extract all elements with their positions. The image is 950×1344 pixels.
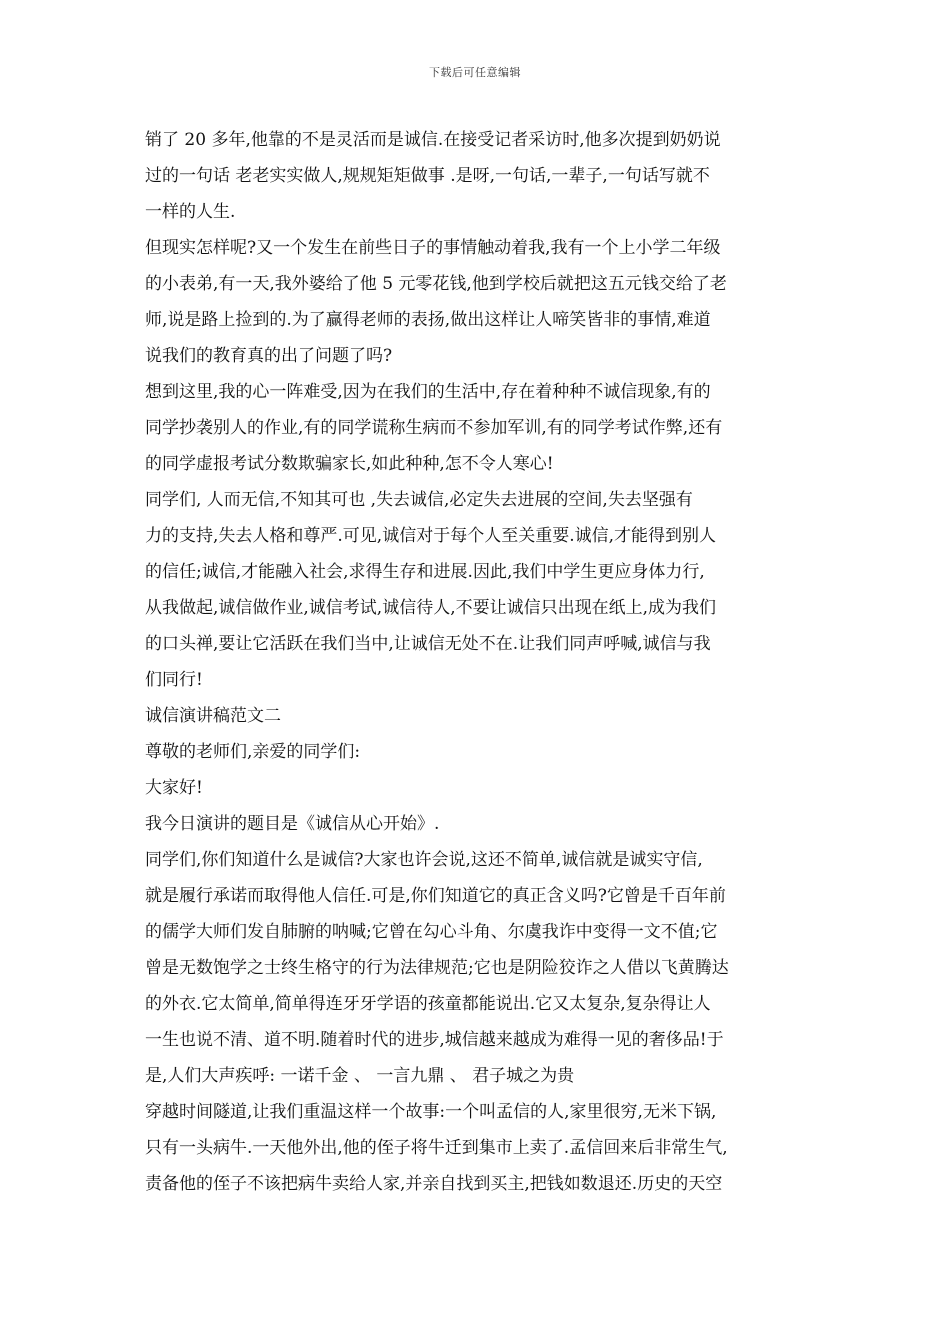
text-line: 尊敬的老师们,亲爱的同学们: xyxy=(145,742,361,762)
text-line: 的口头禅,要让它活跃在我们当中,让诚信无处不在.让我们同声呼喊,诚信与我 xyxy=(145,634,711,654)
text-line: 大家好! xyxy=(145,778,203,798)
text-line: 说我们的教育真的出了问题了吗? xyxy=(145,346,393,366)
text-line: 销了 20 多年,他靠的不是灵活而是诚信.在接受记者采访时,他多次提到奶奶说 xyxy=(145,130,721,150)
text-line: 穿越时间隧道,让我们重温这样一个故事:一个叫孟信的人,家里很穷,无米下锅, xyxy=(145,1102,717,1122)
text-line: 同学们, 人而无信,不知其可也 ,失去诚信,必定失去进展的空间,失去坚强有 xyxy=(145,490,693,510)
text-line: 是,人们大声疾呼: 一诺千金 、 一言九鼎 、 君子城之为贵 xyxy=(145,1066,575,1086)
text-line: 过的一句话 老老实实做人,规规矩矩做事 .是呀,一句话,一辈子,一句话写就不 xyxy=(145,166,710,186)
text-line: 只有一头病牛.一天他外出,他的侄子将牛迁到集市上卖了.孟信回来后非常生气, xyxy=(145,1138,728,1158)
text-line: 就是履行承诺而取得他人信任.可是,你们知道它的真正含义吗?它曾是千百年前 xyxy=(145,886,726,906)
section-heading: 诚信演讲稿范文二 xyxy=(145,706,281,726)
text-line: 们同行! xyxy=(145,670,203,690)
text-line: 的信任;诚信,才能融入社会,求得生存和进展.因此,我们中学生更应身体力行, xyxy=(145,562,705,582)
document-body xyxy=(145,122,810,1202)
text-line: 师,说是路上捡到的.为了赢得老师的表扬,做出这样让人啼笑皆非的事情,难道 xyxy=(145,310,711,330)
text-line: 同学抄袭别人的作业,有的同学谎称生病而不参加军训,有的同学考试作弊,还有 xyxy=(145,418,723,438)
page-header: 下载后可任意编辑 xyxy=(429,66,521,79)
text-line: 一样的人生. xyxy=(145,202,236,222)
text-line: 我今日演讲的题目是《诚信从心开始》. xyxy=(145,814,440,834)
text-line: 从我做起,诚信做作业,诚信考试,诚信待人,不要让诚信只出现在纸上,成为我们 xyxy=(145,598,717,618)
text-line: 的外衣.它太简单,简单得连牙牙学语的孩童都能说出.它又太复杂,复杂得让人 xyxy=(145,994,711,1014)
text-line: 的小表弟,有一天,我外婆给了他 5 元零花钱,他到学校后就把这五元钱交给了老 xyxy=(145,274,727,294)
text-line: 一生也说不清、道不明.随着时代的进步,城信越来越成为难得一见的奢侈品!于 xyxy=(145,1030,724,1050)
text-line: 的同学虚报考试分数欺骗家长,如此种种,怎不令人寒心! xyxy=(145,454,554,474)
text-line: 责备他的侄子不该把病牛卖给人家,并亲自找到买主,把钱如数退还.历史的天空 xyxy=(145,1174,723,1194)
text-line: 的儒学大师们发自肺腑的呐喊;它曾在勾心斗角、尔虞我诈中变得一文不值;它 xyxy=(145,922,718,942)
text-line: 同学们,你们知道什么是诚信?大家也许会说,这还不简单,诚信就是诚实守信, xyxy=(145,850,703,870)
text-line: 力的支持,失去人格和尊严.可见,诚信对于每个人至关重要.诚信,才能得到别人 xyxy=(145,526,717,546)
text-line: 但现实怎样呢?又一个发生在前些日子的事情触动着我,我有一个上小学二年级 xyxy=(145,238,721,258)
text-line: 曾是无数饱学之士终生格守的行为法律规范;它也是阴险狡诈之人借以飞黄腾达 xyxy=(145,958,729,978)
text-line: 想到这里,我的心一阵难受,因为在我们的生活中,存在着种种不诚信现象,有的 xyxy=(145,382,711,402)
